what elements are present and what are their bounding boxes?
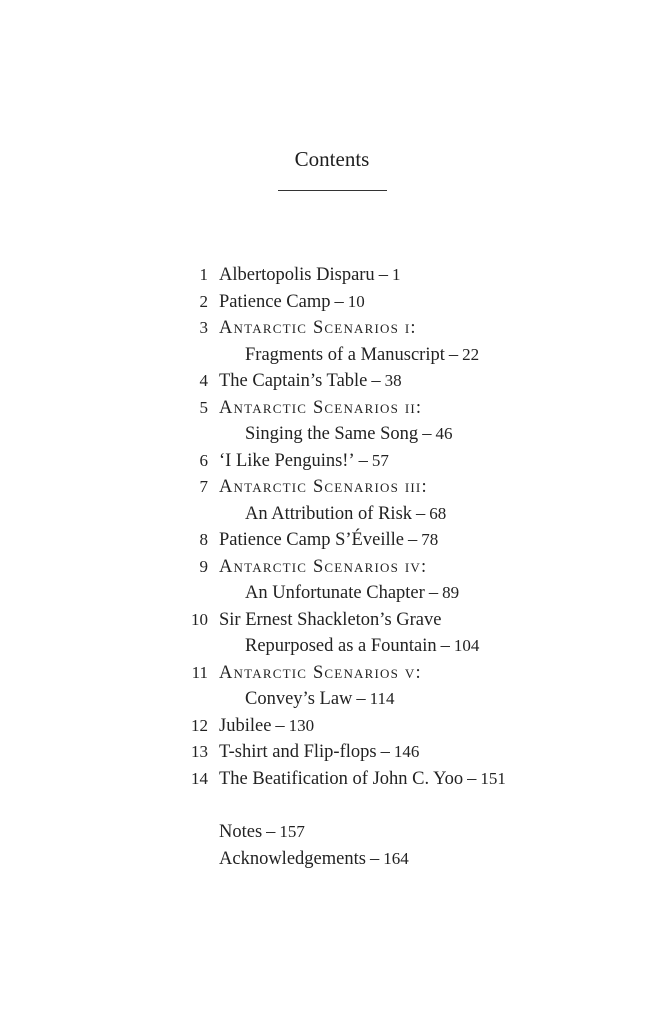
toc-entry[interactable]: [0, 289, 664, 316]
toc-entry[interactable]: [0, 448, 664, 475]
separator: –: [358, 450, 368, 471]
toc-entry[interactable]: [0, 660, 664, 687]
chapter-number: 14: [191, 768, 208, 788]
chapter-number: 4: [199, 371, 208, 390]
toc-entry-continuation[interactable]: [0, 633, 664, 660]
back-matter-title: Notes: [219, 822, 263, 842]
toc-entry[interactable]: [0, 262, 664, 289]
section-heading: Antarctic Scenarios i:: [219, 318, 417, 338]
separator: –: [334, 291, 344, 312]
separator: –: [378, 265, 388, 285]
chapter-title: The Captain’s Table: [219, 371, 368, 391]
toc-entry-continuation[interactable]: [0, 342, 664, 369]
table-of-contents: [0, 262, 664, 872]
chapter-number: 5: [199, 397, 208, 417]
section-heading: Antarctic Scenarios iv:: [219, 556, 428, 577]
separator: –: [428, 583, 439, 603]
separator: –: [407, 530, 418, 550]
page-number: 164: [383, 848, 409, 868]
chapter-title: Convey’s Law: [245, 689, 353, 709]
page-number: 68: [429, 503, 447, 523]
section-heading: Antarctic Scenarios ii:: [219, 397, 423, 418]
page-number: 104: [453, 636, 480, 655]
chapter-title: The Beatification of John C. Yoo: [219, 768, 464, 789]
section-heading: Antarctic Scenarios iii:: [219, 477, 428, 497]
toc-entry[interactable]: [0, 607, 664, 634]
toc-entry-continuation[interactable]: [0, 501, 664, 528]
chapter-title: ‘I Like Penguins!’: [219, 450, 355, 471]
chapter-title: T-shirt and Flip-flops: [219, 742, 377, 762]
page-number: 57: [371, 450, 389, 470]
separator: –: [448, 344, 459, 365]
toc-entry[interactable]: [0, 766, 664, 793]
toc-back-matter-entry[interactable]: [0, 819, 664, 846]
toc-entry[interactable]: [0, 554, 664, 581]
page-number: 89: [442, 583, 460, 602]
chapter-number: 10: [191, 609, 208, 629]
toc-entry[interactable]: [0, 713, 664, 740]
separator: –: [275, 715, 285, 736]
separator: –: [467, 768, 477, 789]
chapter-number: 9: [199, 556, 208, 576]
page-number: 114: [369, 689, 395, 708]
chapter-number: 1: [199, 265, 208, 284]
chapter-title: Patience Camp: [219, 291, 331, 312]
toc-entry[interactable]: [0, 739, 664, 766]
separator: –: [369, 848, 380, 869]
chapter-title: Jubilee: [219, 715, 272, 736]
chapter-title: Singing the Same Song: [245, 424, 419, 444]
toc-entry[interactable]: [0, 315, 664, 342]
separator: –: [416, 503, 426, 524]
separator: –: [380, 742, 390, 762]
chapter-title: Fragments of a Manuscript: [245, 344, 445, 365]
chapter-title: Repurposed as a Fountain: [245, 636, 437, 656]
page-number: 1: [391, 265, 401, 284]
toc-entry-continuation[interactable]: [0, 421, 664, 448]
chapter-title: An Attribution of Risk: [245, 503, 413, 524]
page-number: 146: [393, 742, 420, 761]
toc-entry[interactable]: [0, 474, 664, 501]
chapter-title: Patience Camp S’Éveille: [219, 530, 404, 550]
toc-entry[interactable]: [0, 395, 664, 422]
chapter-number: 12: [191, 715, 208, 735]
page-number: 22: [462, 344, 480, 364]
chapter-number: 6: [199, 450, 208, 470]
page-number: 10: [347, 291, 365, 311]
chapter-title: Albertopolis Disparu: [219, 265, 375, 285]
separator: –: [371, 371, 381, 391]
chapter-number: 2: [199, 291, 208, 311]
page-number: 78: [421, 530, 439, 549]
chapter-number: 7: [199, 477, 208, 496]
page-number: 38: [384, 371, 402, 390]
chapter-number: 3: [199, 318, 208, 337]
separator: –: [440, 636, 450, 656]
page-number: 151: [480, 768, 506, 788]
page-number: 157: [279, 822, 305, 841]
chapter-title-line-1: Sir Ernest Shackleton’s Grave: [219, 609, 442, 630]
separator: –: [356, 689, 366, 709]
spacer: [0, 792, 664, 819]
chapter-number: 11: [191, 662, 208, 682]
separator: –: [422, 424, 432, 444]
separator: –: [266, 822, 276, 842]
section-heading: Antarctic Scenarios v:: [219, 662, 422, 683]
page-number: 46: [435, 424, 453, 443]
chapter-number: 8: [199, 530, 208, 549]
toc-entry[interactable]: [0, 368, 664, 395]
toc-back-matter-entry[interactable]: [0, 846, 664, 873]
toc-entry-continuation[interactable]: [0, 580, 664, 607]
page-number: 130: [288, 715, 315, 735]
chapter-number: 13: [191, 742, 208, 761]
title-rule: [278, 190, 387, 191]
page-title: Contents: [294, 147, 370, 171]
toc-entry-continuation[interactable]: [0, 686, 664, 713]
toc-entry[interactable]: [0, 527, 664, 554]
back-matter-title: Acknowledgements: [219, 848, 366, 869]
chapter-title: An Unfortunate Chapter: [245, 583, 425, 603]
